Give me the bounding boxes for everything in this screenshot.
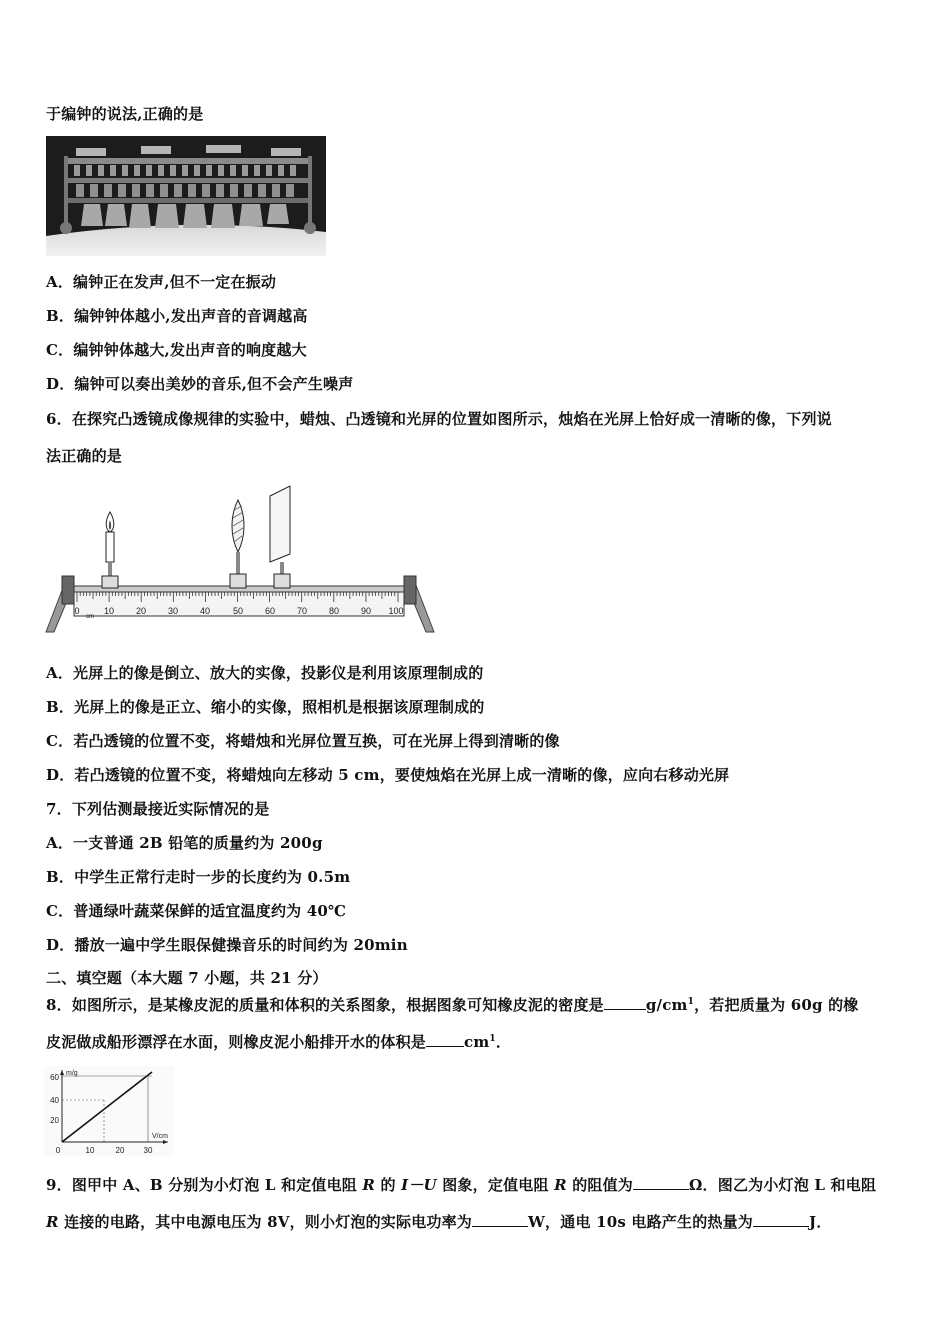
q5-option-d: D．编钟可以奏出美妙的音乐,但不会产生噪声	[46, 375, 354, 393]
section-heading: 二、填空题（本大题 7 小题，共 21 分）	[46, 969, 328, 987]
ruler-tick-label: 80	[328, 606, 340, 616]
candle	[102, 512, 118, 588]
q6-stem-line1: 6．在探究凸透镜成像规律的实验中，蜡烛、凸透镜和光屏的位置如图所示，烛焰在光屏上恰好成一清晰的像，下列说	[46, 410, 832, 428]
ruler-tick-label: 50	[232, 606, 244, 616]
ruler-tick-label: 40	[199, 606, 211, 616]
answer-blank[interactable]	[633, 1175, 689, 1190]
q6-stem-line2: 法正确的是	[46, 447, 123, 465]
graph-y-tick: 20	[50, 1116, 59, 1125]
q5-option-b: B．编钟钟体越小,发出声音的音调越高	[46, 307, 308, 325]
ruler-tick-label: 30	[167, 606, 179, 616]
graph-y-tick: 40	[50, 1096, 59, 1105]
q6-option-a: A．光屏上的像是倒立、放大的实像，投影仪是利用该原理制成的	[46, 664, 484, 682]
q7-stem: 7．下列估测最接近实际情况的是	[46, 800, 270, 818]
q7-option-b: B．中学生正常行走时一步的长度约为 0.5m	[46, 868, 351, 886]
mass-volume-graph	[44, 1066, 174, 1156]
ruler-tick-label: 70	[296, 606, 308, 616]
q7-option-a: A．一支普通 2B 铅笔的质量约为 200g	[46, 834, 323, 852]
ruler-unit: cm	[86, 614, 94, 620]
graph-x-tick: 10	[85, 1146, 95, 1155]
graph-x-tick: 0	[55, 1146, 61, 1155]
q9-line1: 9．图甲中 A、B 分别为小灯泡 L 和定值电阻 R 的 I－U 图象，定值电阻 R 的阻值为 Ω．图乙为小灯泡 L 和电阻	[46, 1176, 877, 1194]
ruler-tick-label: 90	[360, 606, 372, 616]
graph-x-axis-label: V/cm	[152, 1133, 168, 1140]
ruler-tick-label: 100	[388, 606, 404, 616]
graph-y-tick: 60	[50, 1073, 59, 1082]
graph-x-tick: 30	[143, 1146, 153, 1155]
q6-option-b: B．光屏上的像是正立、缩小的实像，照相机是根据该原理制成的	[46, 698, 485, 716]
answer-blank[interactable]	[604, 995, 646, 1010]
q7-option-c: C．普通绿叶蔬菜保鲜的适宜温度约为 40℃	[46, 902, 347, 920]
q5-option-c: C．编钟钟体越大,发出声音的响度越大	[46, 341, 307, 359]
q5-option-a: A．编钟正在发声,但不一定在振动	[46, 273, 277, 291]
answer-blank[interactable]	[753, 1212, 809, 1227]
q7-option-d: D．播放一遍中学生眼保健操音乐的时间约为 20min	[46, 936, 408, 954]
ruler-tick-label: 20	[135, 606, 147, 616]
q6-option-c: C．若凸透镜的位置不变，将蜡烛和光屏位置互换，可在光屏上得到清晰的像	[46, 732, 560, 750]
answer-blank[interactable]	[472, 1212, 528, 1227]
ruler-tick-label: 60	[264, 606, 276, 616]
ruler-tick-label: 0	[74, 606, 80, 616]
q8-line1: 8．如图所示，是某橡皮泥的质量和体积的关系图象，根据图象可知橡皮泥的密度是 $g/cm^1$，若把质量为 60g 的橡	[46, 996, 859, 1014]
graph-x-tick: 20	[115, 1146, 125, 1155]
convex-lens	[230, 500, 246, 588]
graph-y-axis-label: m/g	[66, 1070, 78, 1077]
q5-stem: 于编钟的说法,正确的是	[46, 105, 204, 123]
q8-line2: 皮泥做成船形漂浮在水面，则橡皮泥小船排开水的体积是 $cm^1$．	[46, 1033, 512, 1051]
q6-option-d: D．若凸透镜的位置不变，将蜡烛向左移动 5 cm，要使烛焰在光屏上成一清晰的像，应向右移动光屏	[46, 766, 730, 784]
light-screen	[270, 486, 290, 588]
optical-bench-figure	[44, 484, 436, 636]
bianzhong-photo	[46, 136, 326, 256]
q9-line2: R 连接的电路，其中电源电压为 8V，则小灯泡的实际电功率为 W，通电 10s 电路产生的热量为 J．	[46, 1213, 832, 1231]
ruler-tick-label: 10	[103, 606, 115, 616]
answer-blank[interactable]	[426, 1032, 464, 1047]
